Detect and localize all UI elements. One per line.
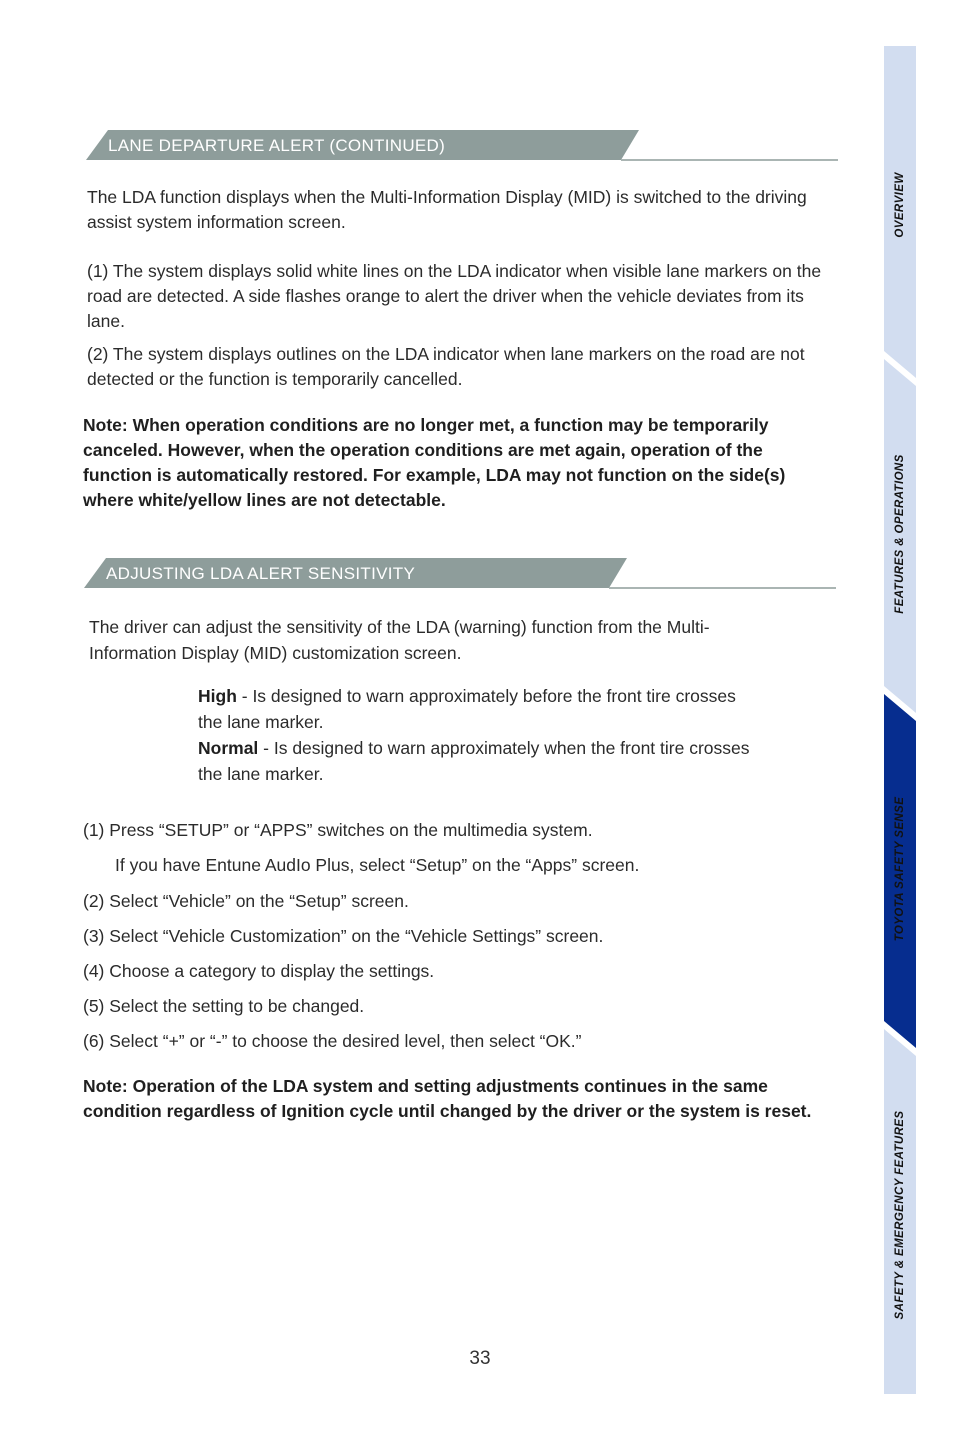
section-banner-sensitivity: [84, 558, 836, 588]
sensitivity-normal: [198, 735, 758, 787]
step-item: (2) Select “Vehicle” on the “Setup” screen.: [83, 891, 409, 911]
page-number: 33: [469, 1348, 491, 1369]
step-item: (1) Press “SETUP” or “APPS” switches on the multimedia system.: [83, 820, 593, 840]
tab-label: OVERVIEW: [894, 172, 906, 238]
lda-note-text: Note: When operation conditions are no longer met, a function may be temporarily canceled. However, when the operation conditions are met again, operation of the function is automatically restored. For example, LDA may not function on the side(s) where white/yellow lines are not detectable.: [83, 415, 786, 510]
tab-features-operations[interactable]: [884, 366, 916, 701]
sensitivity-note-text: Note: Operation of the LDA system and setting adjustments continues in the same condition regardless of Ignition cycle until changed by the driver or the system is reset.: [83, 1076, 812, 1121]
section-title: LANE DEPARTURE ALERT (CONTINUED): [108, 136, 446, 155]
step-item: (4) Choose a category to display the settings.: [83, 961, 435, 981]
step-item: (5) Select the setting to be changed.: [83, 996, 365, 1016]
lda-intro-text: The LDA function displays when the Multi-Information Display (MID) is switched to the driving assist system information screen.: [87, 187, 807, 232]
tab-toyota-safety-sense[interactable]: [884, 701, 916, 1036]
step-item: (3) Select “Vehicle Customization” on the “Vehicle Settings” screen.: [83, 926, 604, 946]
section-banner-lda-continued: [86, 130, 838, 160]
tab-label: SAFETY & EMERGENCY FEATURES: [894, 1110, 906, 1320]
sensitivity-normal-label: Normal: [198, 738, 259, 758]
step-item: (6) Select “+” or “-” to choose the desired level, then select “OK.”: [83, 1031, 582, 1051]
lda-item-2-text: (2) The system displays outlines on the LDA indicator when lane markers on the road are not detected or the function is temporarily cancelled.: [87, 344, 805, 389]
tab-safety-emergency-features[interactable]: [884, 1036, 916, 1394]
tab-label: FEATURES & OPERATIONS: [894, 453, 906, 614]
sensitivity-high: [198, 683, 758, 735]
side-nav: [884, 46, 916, 1394]
lda-item-1-text: (1) The system displays solid white lines on the LDA indicator when visible lane markers on the road are detected. A side flashes orange to alert the driver when the vehicle deviates from its lane.: [87, 261, 822, 331]
sensitivity-intro-text: The driver can adjust the sensitivity of the LDA (warning) function from the Multi-Information Display (MID) customization screen.: [89, 617, 710, 663]
sensitivity-normal-text: - Is designed to warn approximately when the front tire crosses the lane marker.: [198, 738, 750, 784]
tab-overview[interactable]: [884, 46, 916, 364]
tab-label: TOYOTA SAFETY SENSE: [894, 796, 906, 941]
sensitivity-high-text: - Is designed to warn approximately before the front tire crosses the lane marker.: [198, 686, 736, 732]
section-title: ADJUSTING LDA ALERT SENSITIVITY: [106, 564, 416, 583]
sensitivity-high-label: High: [198, 686, 237, 706]
step-item: If you have Entune AudIo Plus, select “Setup” on the “Apps” screen.: [115, 855, 640, 875]
